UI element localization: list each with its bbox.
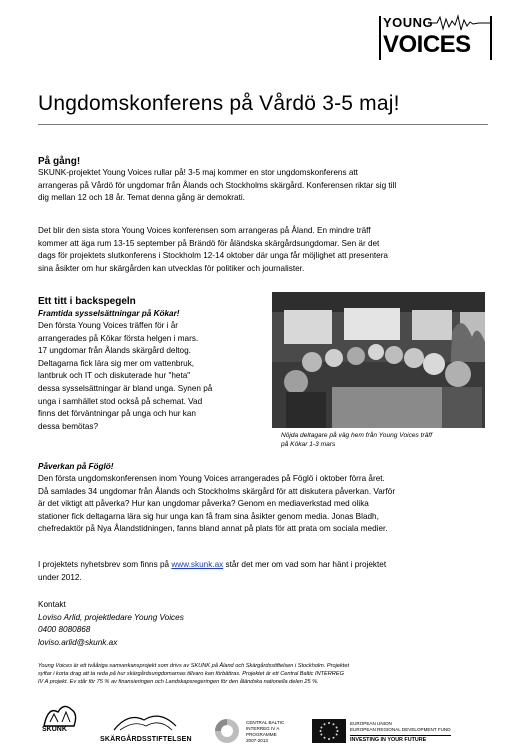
soundwave-icon	[431, 14, 491, 32]
contact-phone: 0400 8080868	[38, 625, 91, 635]
text-line: dessa bemötas?	[38, 421, 99, 431]
photo-illustration	[272, 292, 485, 428]
young-voices-logo	[379, 12, 494, 60]
fineprint-line: syftar i korta drag att ta reda på hur skärgårdsungdomarnas tillvaro kan förbättras. Projektet är ett Central Baltic INTERREG	[38, 671, 344, 677]
contact-label: Kontakt	[38, 600, 66, 609]
text-line: dig mellan 12 och 18 år. Temat denna gång är demokrati.	[38, 193, 245, 203]
skargard-logo-icon	[110, 710, 180, 732]
text-line: dessa sysselsättningar är bland unga. Synen på	[38, 383, 213, 393]
kokar-paragraph	[38, 320, 268, 433]
eu-text	[350, 721, 451, 743]
page-title: Ungdomskonferens på Vårdö 3-5 maj!	[38, 92, 400, 115]
skunk-logo-text: SKUNK	[42, 726, 67, 733]
section-heading-pa-gang: På gång!	[38, 156, 81, 167]
text-line: unga i samhället stod också på schemat. Vad	[38, 396, 203, 406]
caption-line: Nöjda deltagare på väg hem från Young Voices träff	[281, 432, 433, 439]
text-line: Då samlades 34 ungdomar från Ålands och Stockholms skärgård för att diskutera påverkan. Varför	[38, 486, 396, 496]
title-divider	[38, 124, 488, 125]
cb-line: 2007-2013	[246, 738, 268, 743]
section-heading-backspegeln: Ett titt i backspegeln	[38, 296, 136, 307]
subheading-kokar: Framtida sysselsättningar på Kökar!	[38, 309, 180, 318]
central-baltic-logo	[212, 716, 302, 750]
text-line: sina åsikter om hur skärgården kan utvecklas för politiker och journalister.	[38, 263, 305, 273]
text-line: Den första Young Voices träffen för i år	[38, 321, 179, 330]
skunk-skargard-logo	[40, 700, 200, 748]
text-line: är det viktigt att påverka? Hur kan ungdomar påverka? Genom en mediaverkstad med olika	[38, 499, 369, 509]
fineprint-line: Young Voices är ett tvååriga samverkansprojekt som drivs av SKUNK på Åland och Skärgårdsstiftelsen i Stockholm. Projektet	[38, 663, 350, 669]
group-photo	[272, 292, 485, 428]
foglo-paragraph	[38, 473, 488, 536]
central-baltic-text	[246, 720, 284, 744]
text-line: 17 ungdomar från Ålands skärgård deltog.	[38, 346, 191, 356]
newsletter-line	[38, 559, 488, 572]
cb-line: CENTRAL BALTIC	[246, 720, 285, 725]
logo-young-text: YOUNG	[383, 15, 434, 30]
text-line: dags för projektets slutkonferens i Stockholm 12-14 oktober där unga får möjlighet att presentera	[38, 251, 388, 261]
text-line: kommer att äga rum 13-15 september på Brändö för åländska skärgårdsungdomar. Sen är det	[38, 238, 380, 248]
newsletter-line: under 2012.	[38, 572, 82, 582]
footer-fineprint	[38, 662, 488, 686]
contact-block	[38, 599, 338, 649]
contact-email[interactable]: loviso.arlid@skunk.ax	[38, 637, 118, 647]
central-baltic-icon	[212, 716, 242, 746]
text-line: lantbruk och IT och diskuterade hur "heta"	[38, 371, 191, 381]
newsletter-text: står det mer om vad som har hänt i projektet	[223, 560, 387, 569]
text-line: Deltagarna fick lära sig mer om vattenbruk,	[38, 358, 195, 368]
text-line: Den första ungdomskonferensen inom Young Voices arrangerades på Föglö i oktober förra året.	[38, 474, 385, 483]
caption-line: på Kökar 1-3 mars	[281, 441, 336, 448]
cb-line: PROGRAMME	[246, 732, 277, 737]
text-line: arrangerades på Kökar första helgen i mars.	[38, 333, 199, 343]
intro-paragraph	[38, 167, 488, 205]
text-line: finns det förväntningar på unga och hur kan	[38, 409, 196, 419]
cb-line: INTERREG IV A	[246, 726, 280, 731]
conference-paragraph	[38, 225, 488, 275]
contact-name: Loviso Arlid, projektledare Young Voices	[38, 612, 184, 622]
skargard-logo-text: SKÄRGÅRDSSTIFTELSEN	[100, 736, 192, 743]
photo-caption	[281, 431, 432, 449]
logo-bar-right	[490, 16, 492, 60]
eu-slogan: INVESTING IN YOUR FUTURE	[350, 735, 451, 743]
text-line: Det blir den sista stora Young Voices konferensen som arrangeras på Åland. En mindre träff	[38, 226, 371, 235]
text-line: chefredaktör på Nya Ålandstidningen, fanns bland annat på plats för att prata om sociala medier.	[38, 524, 388, 534]
eu-flag-icon	[312, 719, 346, 743]
text-line: stationer fick deltagarna lära sig hur unga kan få fram sina åsikter genom media. Jonas Bladh,	[38, 511, 379, 521]
skunk-website-link[interactable]: www.skunk.ax	[171, 560, 224, 569]
fineprint-line: IV A projekt. Ev står för 75 % av finansieringen och Landskapsregeringen för den åländska nationella delen 25 %.	[38, 679, 319, 685]
logo-bar-left	[379, 16, 381, 60]
text-line: SKUNK-projektet Young Voices rullar på! 3-5 maj kommer en stor ungdomskonferens att	[38, 168, 358, 177]
text-line: arrangeras på Vårdö för ungdomar från Ålands och Stockholms skärgård. Konferensen riktar sig till	[38, 180, 397, 190]
newsletter-paragraph	[38, 559, 488, 584]
newsletter-text: I projektets nyhetsbrev som finns på	[38, 560, 172, 569]
logo-voices-text: VOICES	[383, 31, 471, 58]
eu-logo	[312, 716, 492, 750]
eu-line: EUROPEAN REGIONAL DEVELOPMENT FUND	[350, 727, 451, 732]
eu-line: EUROPEAN UNION	[350, 721, 392, 726]
subheading-foglo: Påverkan på Föglö!	[38, 462, 114, 471]
